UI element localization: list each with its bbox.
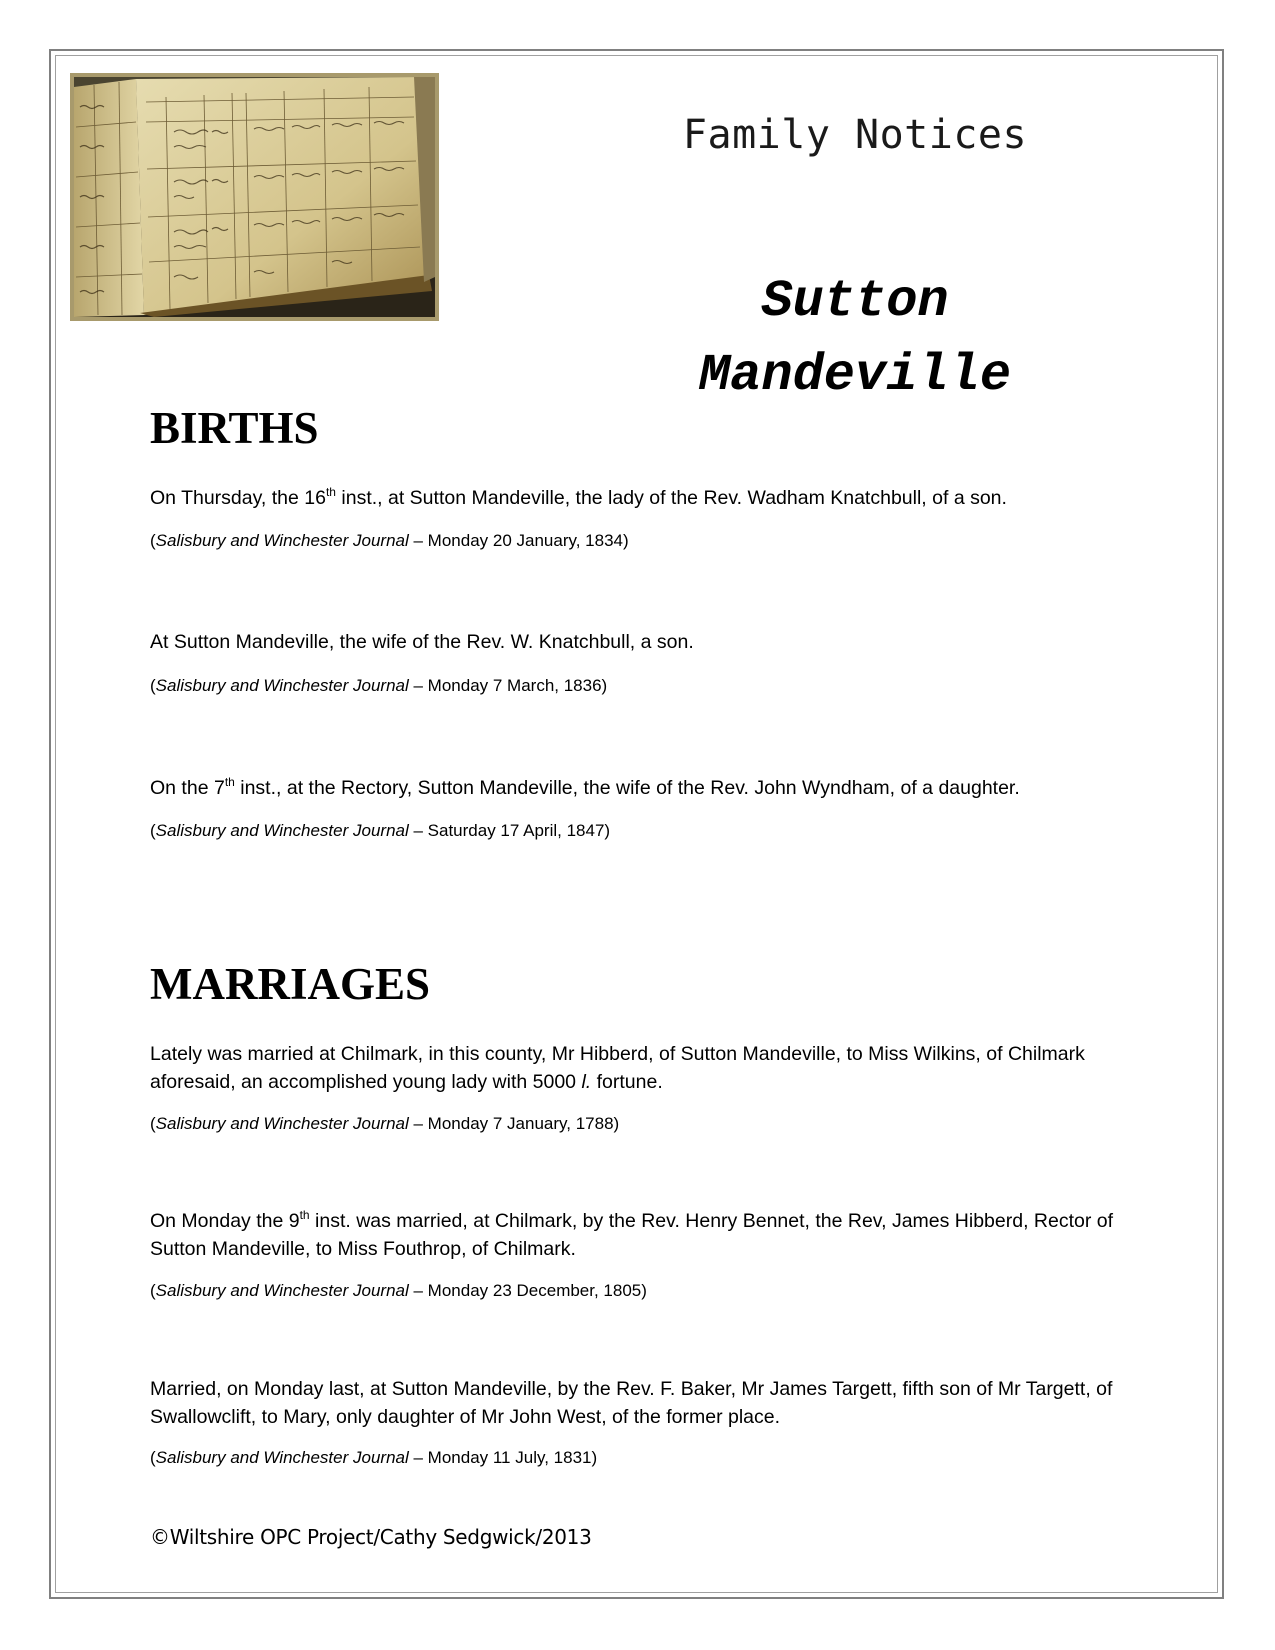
marriage-notice-1 [150,1040,1160,1096]
marriage-source-2 [150,1280,647,1302]
source-title: Salisbury and Winchester Journal [155,1281,409,1300]
notice-text: On Monday the 9 [150,1210,300,1232]
births-heading: BIRTHS [150,403,319,453]
source-title: Salisbury and Winchester Journal [155,821,409,840]
birth-notice-1 [150,484,1175,512]
notice-text: Lately was married at Chilmark, in this county, Mr Hibberd, of Sutton Mandeville, to Miss Wilkins, of Chilmark aforesaid, an accomplished young lady with 5000 [150,1043,1085,1093]
birth-source-2 [150,675,607,697]
family-notices-title: Family Notices [682,112,1028,158]
notice-text: inst., at the Rectory, Sutton Mandeville, the wife of the Rev. John Wyndham, of a daughter. [234,777,1020,799]
notice-text: inst., at Sutton Mandeville, the lady of the Rev. Wadham Knatchbull, of a son. [335,487,1007,509]
notice-text: fortune. [591,1071,663,1093]
birth-source-1 [150,530,629,552]
pound-symbol: l. [581,1071,592,1093]
marriage-notice-3 [150,1375,1175,1431]
source-title: Salisbury and Winchester Journal [155,531,409,550]
place-title [600,265,1110,413]
source-title: Salisbury and Winchester Journal [155,1114,409,1133]
notice-text: Married, on Monday last, at Sutton Mandeville, by the Rev. F. Baker, Mr James Targett, fifth son of Mr Targett, of Swallowclift, to Mary, only daughter of Mr John West, of the former place. [150,1378,1113,1428]
ordinal-suffix: th [224,775,235,789]
notice-text: On Thursday, the 16 [150,487,326,509]
source-paren: ( [150,1114,156,1133]
marriages-heading: MARRIAGES [150,959,431,1009]
place-title-line2: Mandeville [698,346,1012,405]
source-date: – Monday 23 December, 1805) [408,1281,647,1300]
source-paren: ( [150,531,156,550]
ordinal-suffix: th [325,485,336,499]
place-title-line1: Sutton [761,272,949,331]
marriage-notice-2 [150,1207,1170,1263]
birth-notice-2 [150,628,1175,656]
source-paren: ( [150,821,156,840]
register-book-icon [74,77,435,317]
source-paren: ( [150,1281,156,1300]
source-date: – Monday 7 January, 1788) [408,1114,620,1133]
register-book-photo [70,73,439,321]
notice-text: On the 7 [150,777,225,799]
notice-text: At Sutton Mandeville, the wife of the Rev. W. Knatchbull, a son. [150,631,694,653]
source-title: Salisbury and Winchester Journal [155,676,409,695]
source-paren: ( [150,1448,156,1467]
marriage-source-1 [150,1113,619,1135]
source-date: – Monday 11 July, 1831) [408,1448,598,1467]
birth-source-3 [150,820,610,842]
source-date: – Saturday 17 April, 1847) [408,821,611,840]
source-title: Salisbury and Winchester Journal [155,1448,409,1467]
copyright-notice: ©Wiltshire OPC Project/Cathy Sedgwick/2013 [150,1525,592,1549]
source-paren: ( [150,676,156,695]
notice-text: inst. was married, at Chilmark, by the Rev. Henry Bennet, the Rev, James Hibberd, Rector of Sutton Mandeville, to Miss Fouthrop, of Chilmark. [150,1210,1114,1260]
source-date: – Monday 7 March, 1836) [408,676,608,695]
source-date: – Monday 20 January, 1834) [408,531,629,550]
birth-notice-3 [150,774,1175,802]
ordinal-suffix: th [299,1208,310,1222]
marriage-source-3 [150,1447,597,1469]
